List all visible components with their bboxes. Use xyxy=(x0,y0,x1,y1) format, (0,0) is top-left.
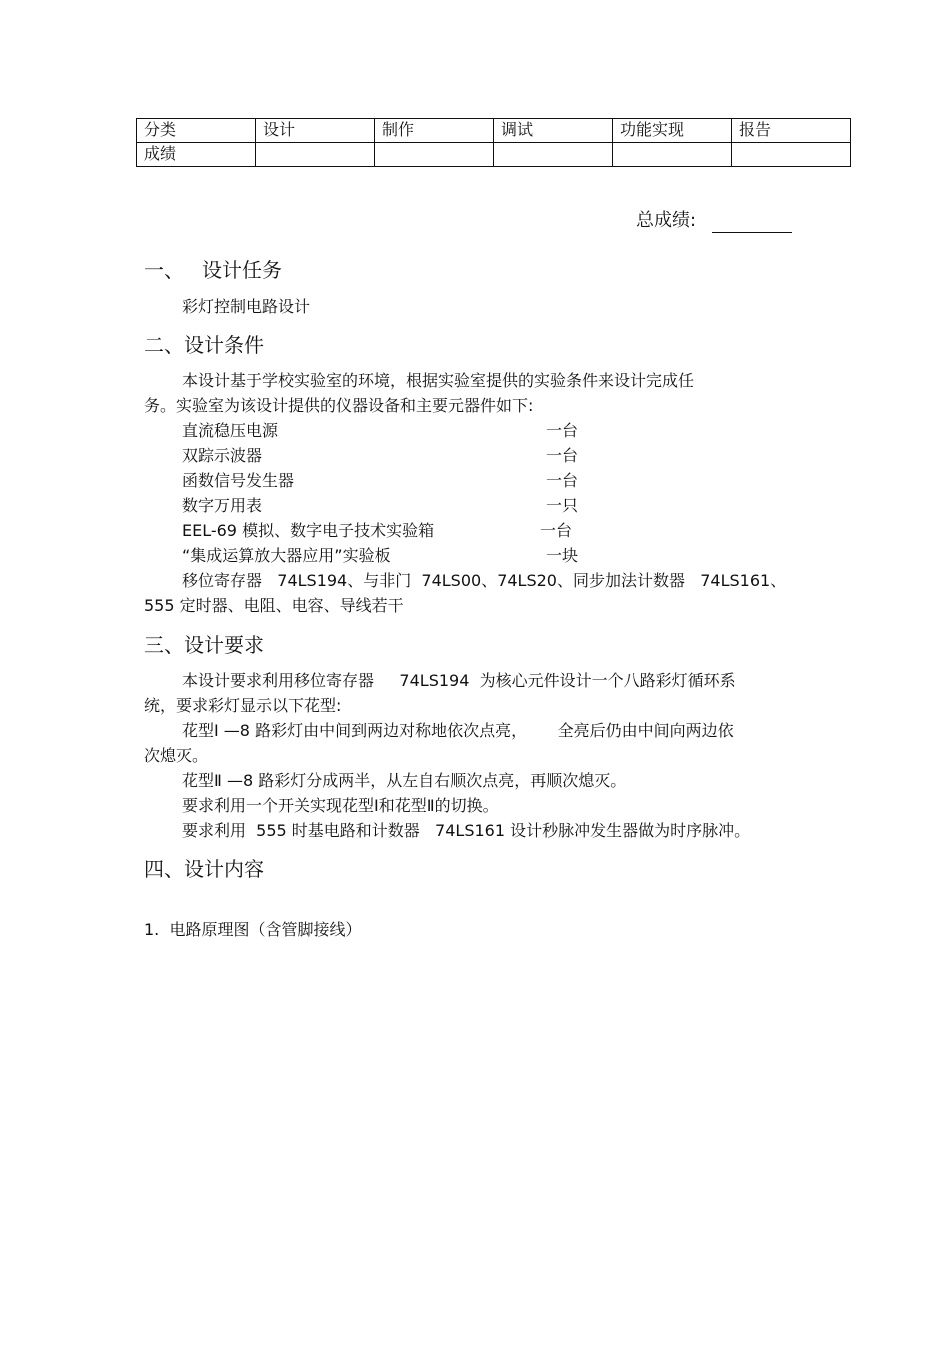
section-1-text: 彩灯控制电路设计 xyxy=(182,297,311,316)
table-cell xyxy=(613,143,732,167)
table-cell: 调试 xyxy=(494,119,613,143)
section-1-heading xyxy=(144,257,282,283)
table-cell: 制作 xyxy=(375,119,494,143)
section-2-paragraph-line1: 本设计基于学校实验室的环境，根据实验室提供的实验条件来设计完成任 xyxy=(182,371,695,390)
equipment-name: 数字万用表 xyxy=(182,496,263,515)
table-cell: 设计 xyxy=(256,119,375,143)
equipment-name: EEL-69 模拟、数字电子技术实验箱 xyxy=(182,521,435,540)
requirement-1-line1: 本设计要求利用移位寄存器 74LS194 为核心元件设计一个八路彩灯循环系 xyxy=(182,671,736,690)
table-cell xyxy=(494,143,613,167)
equipment-qty: 一台 xyxy=(546,421,579,440)
table-cell xyxy=(732,143,851,167)
table-cell: 成绩 xyxy=(137,143,256,167)
requirement-5: 要求利用 555 时基电路和计数器 74LS161 设计秒脉冲发生器做为时序脉冲。 xyxy=(182,821,751,840)
grade-table xyxy=(136,118,851,167)
table-cell: 分类 xyxy=(137,119,256,143)
section-2-heading: 二、设计条件 xyxy=(144,333,264,357)
requirement-2-line1: 花型Ⅰ —8 路彩灯由中间到两边对称地依次点亮， 全亮后仍由中间向两边依 xyxy=(182,721,734,740)
section-1-title: 设计任务 xyxy=(202,258,282,282)
section-3-heading: 三、设计要求 xyxy=(144,633,264,657)
components-line2: 555 定时器、电阻、电容、导线若干 xyxy=(144,596,404,615)
requirement-4: 要求利用一个开关实现花型Ⅰ和花型Ⅱ的切换。 xyxy=(182,796,499,815)
grade-table-header-row xyxy=(137,119,851,143)
section-2-paragraph-line2: 务。实验室为该设计提供的仪器设备和主要元器件如下: xyxy=(144,396,534,415)
requirement-3: 花型Ⅱ —8 路彩灯分成两半，从左自右顺次点亮，再顺次熄灭。 xyxy=(182,771,627,790)
total-score-blank xyxy=(712,212,792,233)
total-score xyxy=(636,209,792,233)
equipment-qty: 一台 xyxy=(540,521,573,540)
table-cell: 功能实现 xyxy=(613,119,732,143)
table-cell xyxy=(375,143,494,167)
equipment-name: 双踪示波器 xyxy=(182,446,263,465)
section-4-subheading-1: 1. 电路原理图（含管脚接线） xyxy=(144,920,362,939)
total-score-label: 总成绩: xyxy=(636,210,697,231)
equipment-name: 直流稳压电源 xyxy=(182,421,279,440)
section-1-number: 一、 xyxy=(144,258,184,282)
requirement-1-line2: 统，要求彩灯显示以下花型: xyxy=(144,696,342,715)
table-cell: 报告 xyxy=(732,119,851,143)
grade-table-score-row xyxy=(137,143,851,167)
components-line1: 移位寄存器 74LS194、与非门 74LS00、74LS20、同步加法计数器 74LS161、 xyxy=(182,571,787,590)
equipment-qty: 一台 xyxy=(546,446,579,465)
equipment-qty: 一块 xyxy=(546,546,579,565)
equipment-name: 函数信号发生器 xyxy=(182,471,295,490)
requirement-2-line2: 次熄灭。 xyxy=(144,746,209,765)
equipment-qty: 一台 xyxy=(546,471,579,490)
table-cell xyxy=(256,143,375,167)
equipment-qty: 一只 xyxy=(546,496,579,515)
equipment-name: “集成运算放大器应用”实验板 xyxy=(182,546,391,565)
section-4-heading: 四、设计内容 xyxy=(144,857,264,881)
